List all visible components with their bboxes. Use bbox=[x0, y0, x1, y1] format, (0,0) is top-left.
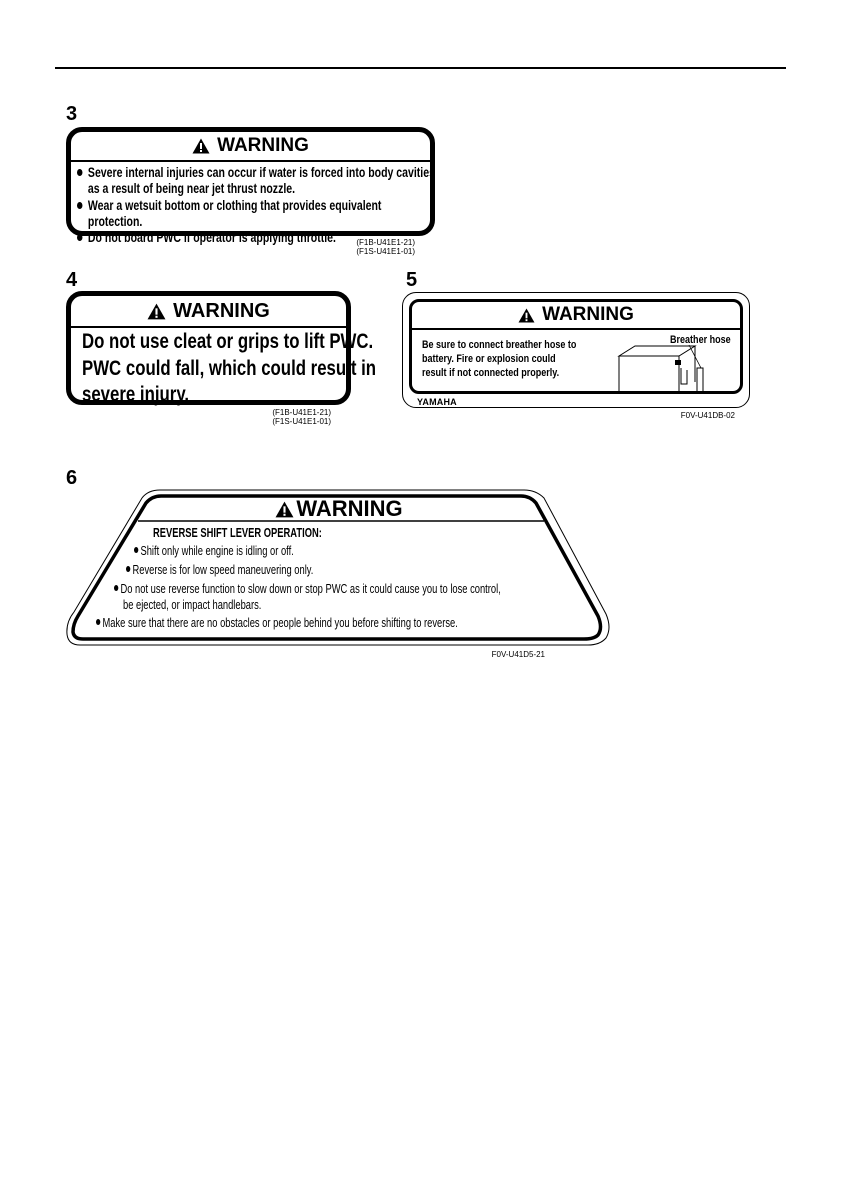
header-rule bbox=[55, 67, 786, 69]
warning-item-continuation: be ejected, or impact handlebars. bbox=[123, 597, 262, 612]
label-number-4: 4 bbox=[66, 269, 78, 291]
warning-triangle-icon bbox=[147, 303, 166, 320]
warning-label-4 bbox=[66, 291, 377, 406]
warning-item: Do not use reverse function to slow down or stop PWC as it could cause you to lose control, bbox=[114, 581, 501, 596]
heading-divider bbox=[71, 160, 430, 162]
part-code: (F1S-U41E1-01) bbox=[356, 247, 415, 256]
part-code: (F1S-U41E1-01) bbox=[272, 417, 331, 426]
warning-body bbox=[82, 329, 377, 409]
warning-bullet-list bbox=[77, 165, 436, 246]
bullet-item-continuation: as a result of being near jet thrust nozzle. bbox=[87, 181, 296, 197]
part-code: (F1B-U41E1-21) bbox=[356, 238, 415, 247]
warning-line: result if not connected properly. bbox=[422, 367, 560, 379]
warning-heading-text: WARNING bbox=[173, 299, 270, 322]
yamaha-logo-text: YAMAHA bbox=[417, 397, 457, 407]
warning-line: battery. Fire or explosion could bbox=[422, 353, 556, 365]
warning-line: PWC could fall, which could result in bbox=[82, 356, 377, 380]
label-5-code: F0V-U41DB-02 bbox=[680, 411, 735, 420]
breather-hose-label: Breather hose bbox=[670, 334, 731, 346]
warning-line: Do not use cleat or grips to lift PWC. bbox=[82, 330, 374, 353]
part-code: (F1B-U41E1-21) bbox=[272, 408, 331, 417]
warning-heading-text: WARNING bbox=[217, 135, 309, 156]
warning-triangle-icon bbox=[518, 308, 535, 323]
warning-body bbox=[422, 338, 576, 380]
label-number-3: 3 bbox=[66, 103, 78, 125]
label-4-codes bbox=[256, 408, 331, 426]
warning-heading bbox=[71, 132, 430, 160]
bullet-dot-icon bbox=[77, 234, 82, 241]
warning-item: Reverse is for low speed maneuvering only. bbox=[126, 562, 313, 577]
warning-heading-text: WARNING bbox=[542, 304, 634, 325]
warning-triangle-icon bbox=[192, 138, 210, 154]
warning-item-list bbox=[66, 488, 612, 646]
heading-divider bbox=[412, 328, 740, 330]
bullet-dot-icon bbox=[134, 547, 138, 553]
warning-subheading: REVERSE SHIFT LEVER OPERATION: bbox=[153, 525, 322, 540]
label-inner-frame bbox=[409, 299, 743, 394]
heading-divider bbox=[71, 326, 346, 328]
label-number-5: 5 bbox=[406, 269, 418, 291]
label-number-6: 6 bbox=[66, 467, 78, 489]
bullet-dot-icon bbox=[96, 619, 100, 625]
bullet-dot-icon bbox=[77, 202, 82, 209]
warning-line: severe injury. bbox=[82, 383, 190, 406]
warning-line: Be sure to connect breather hose to bbox=[422, 339, 577, 351]
warning-label-5 bbox=[402, 292, 750, 408]
bullet-dot-icon bbox=[114, 585, 118, 591]
bullet-item: Wear a wetsuit bottom or clothing that provides equivalent protection. bbox=[77, 198, 436, 231]
label-6-code: F0V-U41D5-21 bbox=[491, 650, 545, 659]
label-3-codes bbox=[340, 238, 415, 256]
bullet-dot-icon bbox=[126, 566, 130, 572]
warning-item: Shift only while engine is idling or off. bbox=[134, 543, 294, 558]
warning-heading-text: WARNING bbox=[296, 496, 403, 521]
bullet-item: Do not board PWC if operator is applying throttle. bbox=[77, 230, 436, 246]
battery-diagram-icon bbox=[617, 344, 727, 394]
warning-heading bbox=[71, 296, 346, 326]
warning-label-6 bbox=[66, 488, 612, 646]
warning-heading bbox=[412, 302, 740, 328]
bullet-dot-icon bbox=[77, 169, 82, 176]
warning-item: Make sure that there are no obstacles or people behind you before shifting to reverse. bbox=[96, 615, 458, 630]
bullet-item: Severe internal injuries can occur if water is forced into body cavities bbox=[77, 165, 436, 181]
